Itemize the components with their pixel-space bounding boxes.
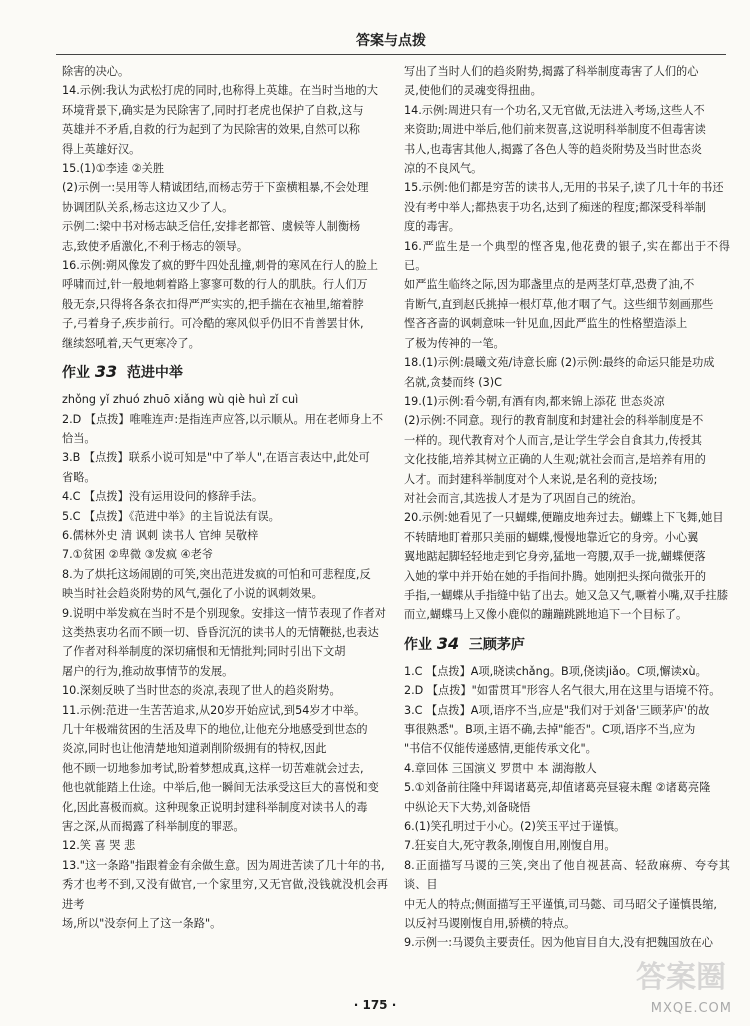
answer-line: 志,致使矛盾激化,不利于杨志的领导。 bbox=[62, 239, 249, 253]
answer-line: 14.示例:周进只有一个功名,又无官做,无法进入考场,这些人不 bbox=[404, 103, 705, 117]
answer-line: 场,所以"没奈何上了这一条路"。 bbox=[62, 917, 222, 931]
answer-line: 对社会而言,其选拔人才是为了巩固自己的统治。 bbox=[404, 491, 643, 505]
answer-line: 入她的掌中并开始在她的手指间扑腾。她刚把头探向微张开的 bbox=[404, 569, 707, 583]
answer-line: "书信不仅能传递感情,更能传承文化"。 bbox=[404, 742, 597, 756]
answer-line: 8.正面描写马谡的三笑,突出了他自视甚高、轻敌麻痹、夸夸其谈、目 bbox=[404, 858, 730, 892]
answer-line: 7.①贫困 ②卑微 ③发疯 ④老爷 bbox=[62, 548, 213, 562]
answer-line: (2)示例一:吴用等人精诚团结,而杨志劳于下蛮横粗暴,不会处理 bbox=[62, 181, 369, 195]
answer-line: 得上英雄好汉。 bbox=[62, 142, 141, 156]
section-label: 作业 bbox=[62, 365, 90, 382]
answer-line: 一样的。现代教育对个人而言,是让学生学会自食其力,传授其 bbox=[404, 433, 702, 447]
section-number: 33 bbox=[94, 362, 118, 382]
answer-line: 没有考中举人;都热衷于功名,达到了痴迷的程度;都深受科举制 bbox=[404, 200, 706, 214]
answer-line: 省略。 bbox=[62, 470, 96, 484]
answer-line: 协调团队关系,杨志这边又少了人。 bbox=[62, 200, 234, 214]
answer-line: 继续怒吼着,天气更寒冷了。 bbox=[62, 336, 200, 350]
answer-line: 6.(1)笑孔明过于小心。(2)笑玉平过于谨慎。 bbox=[404, 820, 626, 834]
answer-line: 15.(1)①李逵 ②关胜 bbox=[62, 162, 165, 176]
page-header-title: 答案与点拨 bbox=[356, 33, 426, 49]
answer-line: 如严监生临终之际,因为耶盏里点的是两茎灯草,恐费了油,不 bbox=[404, 278, 695, 292]
answer-line: 屠户的行为,推动故事情节的发展。 bbox=[62, 664, 234, 678]
answer-line: 写出了当时人们的趋炎附势,揭露了科举制度毒害了人们的心 bbox=[404, 65, 699, 78]
answer-line: 8.为了烘托这场闹剧的可笑,突出范进发疯的可怕和可悲程度,反 bbox=[62, 567, 371, 581]
answer-line: 文化技能,培养其树立正确的人生观;就社会而言,是培养有用的 bbox=[404, 453, 706, 467]
section-label: 作业 bbox=[404, 636, 432, 653]
answer-line: 环境背景下,确实是为民除害了,同时打老虎也保护了自救,这与 bbox=[62, 103, 364, 117]
answer-line: 9.示例一:马谡负主要责任。因为他盲目自大,没有把魏国放在心 bbox=[404, 936, 713, 950]
answer-line: (2)示例:不同意。现行的教育制度和封建社会的科举制度是不 bbox=[404, 414, 704, 428]
answer-line: zhǒng yǐ zhuó zhuō xiǎng wù qiè huì zǐ cuì bbox=[62, 393, 299, 407]
answer-line: 呼啸而过,针一般地刺着路上寥寥可数的行人的肌肤。行人们万 bbox=[62, 278, 368, 292]
answer-line: 化,因此喜极而疯。这种现象正说明封建科举制度对读书人的毒 bbox=[62, 800, 368, 814]
answer-line: 中纵论天下大势,刘备晓悟 bbox=[404, 800, 531, 814]
answer-line: 4.C 【点拨】没有运用设问的修辞手法。 bbox=[62, 490, 264, 504]
answer-line: 16.严监生是一个典型的悭吝鬼,他花费的银子,实在都出于不得已。 bbox=[404, 239, 730, 273]
right-answers-part-a bbox=[404, 62, 730, 625]
answer-line: 而立,蝴蝶马上又像小鹿似的蹦蹦跳跳地追下一个目标了。 bbox=[404, 608, 688, 622]
section-heading-34 bbox=[404, 633, 730, 656]
answer-line: 5.①刘备前往隆中拜谒诸葛亮,却值诸葛亮昼寝未醒 ②诸葛亮隆 bbox=[404, 781, 711, 795]
answer-line: 2.D 【点拨】"如雷贯耳"形容人名气很大,用在这里与语境不符。 bbox=[404, 684, 721, 698]
watermark-logo: 答案圈 bbox=[636, 960, 726, 995]
answer-line: 人才。而封建科举制度对个人来说,是名利的竞技场; bbox=[404, 472, 658, 486]
answer-line: 手指,一蝴蝶从手指缝中钻了出去。她又急又气,噘着小嘴,双手拄膝 bbox=[404, 588, 728, 602]
answer-line: 12.笑 喜 哭 悲 bbox=[62, 839, 136, 853]
answer-line: 1.C 【点拨】A项,晓读chǎng。B项,侥读jiǎo。C项,懈读xù。 bbox=[404, 664, 707, 678]
answer-line: 秀才也考不到,又没有做官,一个家里穷,又无官做,没钱就没机会再进考 bbox=[62, 878, 388, 911]
header-rule bbox=[56, 54, 726, 55]
left-column bbox=[62, 62, 388, 933]
section-number: 34 bbox=[436, 633, 460, 653]
page-number: · 175 · bbox=[353, 998, 397, 1012]
answer-line: 了极为传神的一笔。 bbox=[404, 336, 505, 350]
left-answers-part-b bbox=[62, 390, 388, 933]
answer-line: 度的毒害。 bbox=[404, 220, 460, 234]
answer-line: 5.C 【点拨】《范进中举》的主旨说法有误。 bbox=[62, 509, 280, 523]
answer-line: 中无人的特点;侧面描写王平谨慎,司马懿、司马昭父子谨慎畏缩, bbox=[404, 897, 717, 911]
section-title: 范进中举 bbox=[126, 365, 183, 382]
answer-line: 名就,贪婪而终 (3)C bbox=[404, 375, 502, 389]
answer-line: 事很熟悉"。B项,主语不确,去掉"能否"。C项,语序不当,应为 bbox=[404, 723, 696, 736]
answer-line: 15.示例:他们都是穷苦的读书人,无用的书呆子,读了几十年的书还 bbox=[404, 181, 724, 195]
answer-line: 映当时社会趋炎附势的风气,强化了小说的讽刺效果。 bbox=[62, 587, 323, 601]
answer-line: 6.儒林外史 清 讽刺 读书人 官绅 吴敬梓 bbox=[62, 528, 259, 542]
answer-line: 7.狂妄自大,死守教条,刚愎自用,刚愎自用。 bbox=[404, 839, 616, 853]
answer-line: 除害的决心。 bbox=[62, 65, 130, 78]
answer-line: 不转睛地盯着那只美丽的蝴蝶,慢慢地靠近它的身旁。小心翼 bbox=[404, 530, 699, 544]
answer-line: 9.说明中举发疯在当时不是个别现象。安排这一情节表现了作者对 bbox=[62, 606, 386, 620]
answer-line: 以反衬马谡刚愎自用,骄横的特点。 bbox=[404, 917, 576, 931]
answer-line: 2.D 【点拨】唯唯连声:是指连声应答,以示顺从。用在老师身上不 bbox=[62, 412, 384, 426]
answer-line: 16.示例:朔风像发了疯的野牛四处乱撞,刺骨的寒风在行人的脸上 bbox=[62, 259, 378, 273]
answer-line: 19.(1)示例:看今朝,有酒有肉,都来锦上添花 世态炎凉 bbox=[404, 394, 665, 408]
answer-line: 他也就能踏上仕途。中举后,他一瞬间无法承受这巨大的喜悦和变 bbox=[62, 781, 379, 795]
answer-line: 炎凉,同时也让他清楚地知道剥削阶级拥有的特权,因此 bbox=[62, 742, 327, 756]
answer-line: 这类热衷功名而不顾一切、昏昏沉沉的读书人的无情鞭挞,也表达 bbox=[62, 625, 379, 639]
answer-line: 他不顾一切地参加考试,盼着梦想成真,这样一切苦难就会过去, bbox=[62, 761, 364, 775]
answer-line: 3.B 【点拨】联系小说可知是"中了举人",在语言表达中,此处可 bbox=[62, 451, 370, 465]
answer-line: 凉的不良风气。 bbox=[404, 162, 483, 176]
answer-line: 悭吝吝啬的讽刺意味一针见血,因此严监生的性格塑造添上 bbox=[404, 317, 688, 331]
answer-line: 书人,也毒害其他人,揭露了各色人等的趋炎附势及当时世态炎 bbox=[404, 142, 702, 156]
section-title: 三顾茅庐 bbox=[468, 636, 525, 653]
answer-line: 恰当。 bbox=[62, 431, 96, 445]
right-column bbox=[404, 62, 730, 953]
answer-line: 10.深刻反映了当时世态的炎凉,表现了世人的趋炎附势。 bbox=[62, 684, 341, 698]
answer-line: 般无奈,只得将各条衣扣得严严实实的,把手揣在衣袖里,缩着脖 bbox=[62, 297, 364, 311]
answer-line: 害之深,从而揭露了科举制度的罪恶。 bbox=[62, 820, 245, 834]
answer-line: 4.章回体 三国演义 罗贯中 本 湖海散人 bbox=[404, 761, 597, 775]
right-answers-part-b bbox=[404, 662, 730, 953]
answer-line: 示例二:梁中书对杨志缺乏信任,安排老都管、虞候等人制衡杨 bbox=[62, 220, 361, 234]
watermark-text: MXQE.COM bbox=[650, 1001, 732, 1016]
answer-line: 13."这一条路"指跟着金有余做生意。因为周进苦读了几十年的书, bbox=[62, 858, 385, 872]
left-answers-part-a bbox=[62, 62, 388, 353]
answer-line: 肯断气,直到赵氏挑掉一根灯草,他才咽了气。这些细节刻画那些 bbox=[404, 297, 714, 311]
section-heading-33 bbox=[62, 361, 388, 384]
answer-line: 14.示例:我认为武松打虎的同时,也称得上英雄。在当时当地的大 bbox=[62, 84, 378, 98]
answer-line: 了作者对科举制度的深切痛恨和无情批判;同时引出下文胡 bbox=[62, 645, 346, 659]
answer-line: 来资助;周进中举后,他们前来贺喜,这说明科举制度不但毒害读 bbox=[404, 123, 706, 137]
answer-line: 英雄并不矛盾,自救的行为起到了为民除害的效果,自然可以称 bbox=[62, 123, 360, 137]
answer-line: 18.(1)示例:晨曦文苑/诗意长廊 (2)示例:最终的命运只能是功成 bbox=[404, 356, 715, 370]
answer-line: 3.C 【点拨】A项,语序不当,应是"我们对于刘备'三顾茅庐'的故 bbox=[404, 703, 710, 717]
answer-line: 20.示例:她看见了一只蝴蝶,便蹦皮地奔过去。蝴蝶上下飞舞,她目 bbox=[404, 511, 724, 525]
answer-line: 翼地踮起脚轻轻地走到它身旁,猛地一弯腰,双手一拢,蝴蝶便落 bbox=[404, 550, 706, 564]
answer-line: 子,弓着身子,疾步前行。可冷酷的寒风似乎仍旧不肯善罢甘休, bbox=[62, 317, 364, 331]
answer-line: 几十年极端贫困的生活及卑下的地位,让他充分地感受到世态的 bbox=[62, 723, 368, 736]
answer-line: 灵,使他们的灵魂变得扭曲。 bbox=[404, 84, 542, 98]
answer-line: 11.示例:范进一生苦苦追求,从20岁开始应试,到54岁才中举。 bbox=[62, 703, 366, 717]
